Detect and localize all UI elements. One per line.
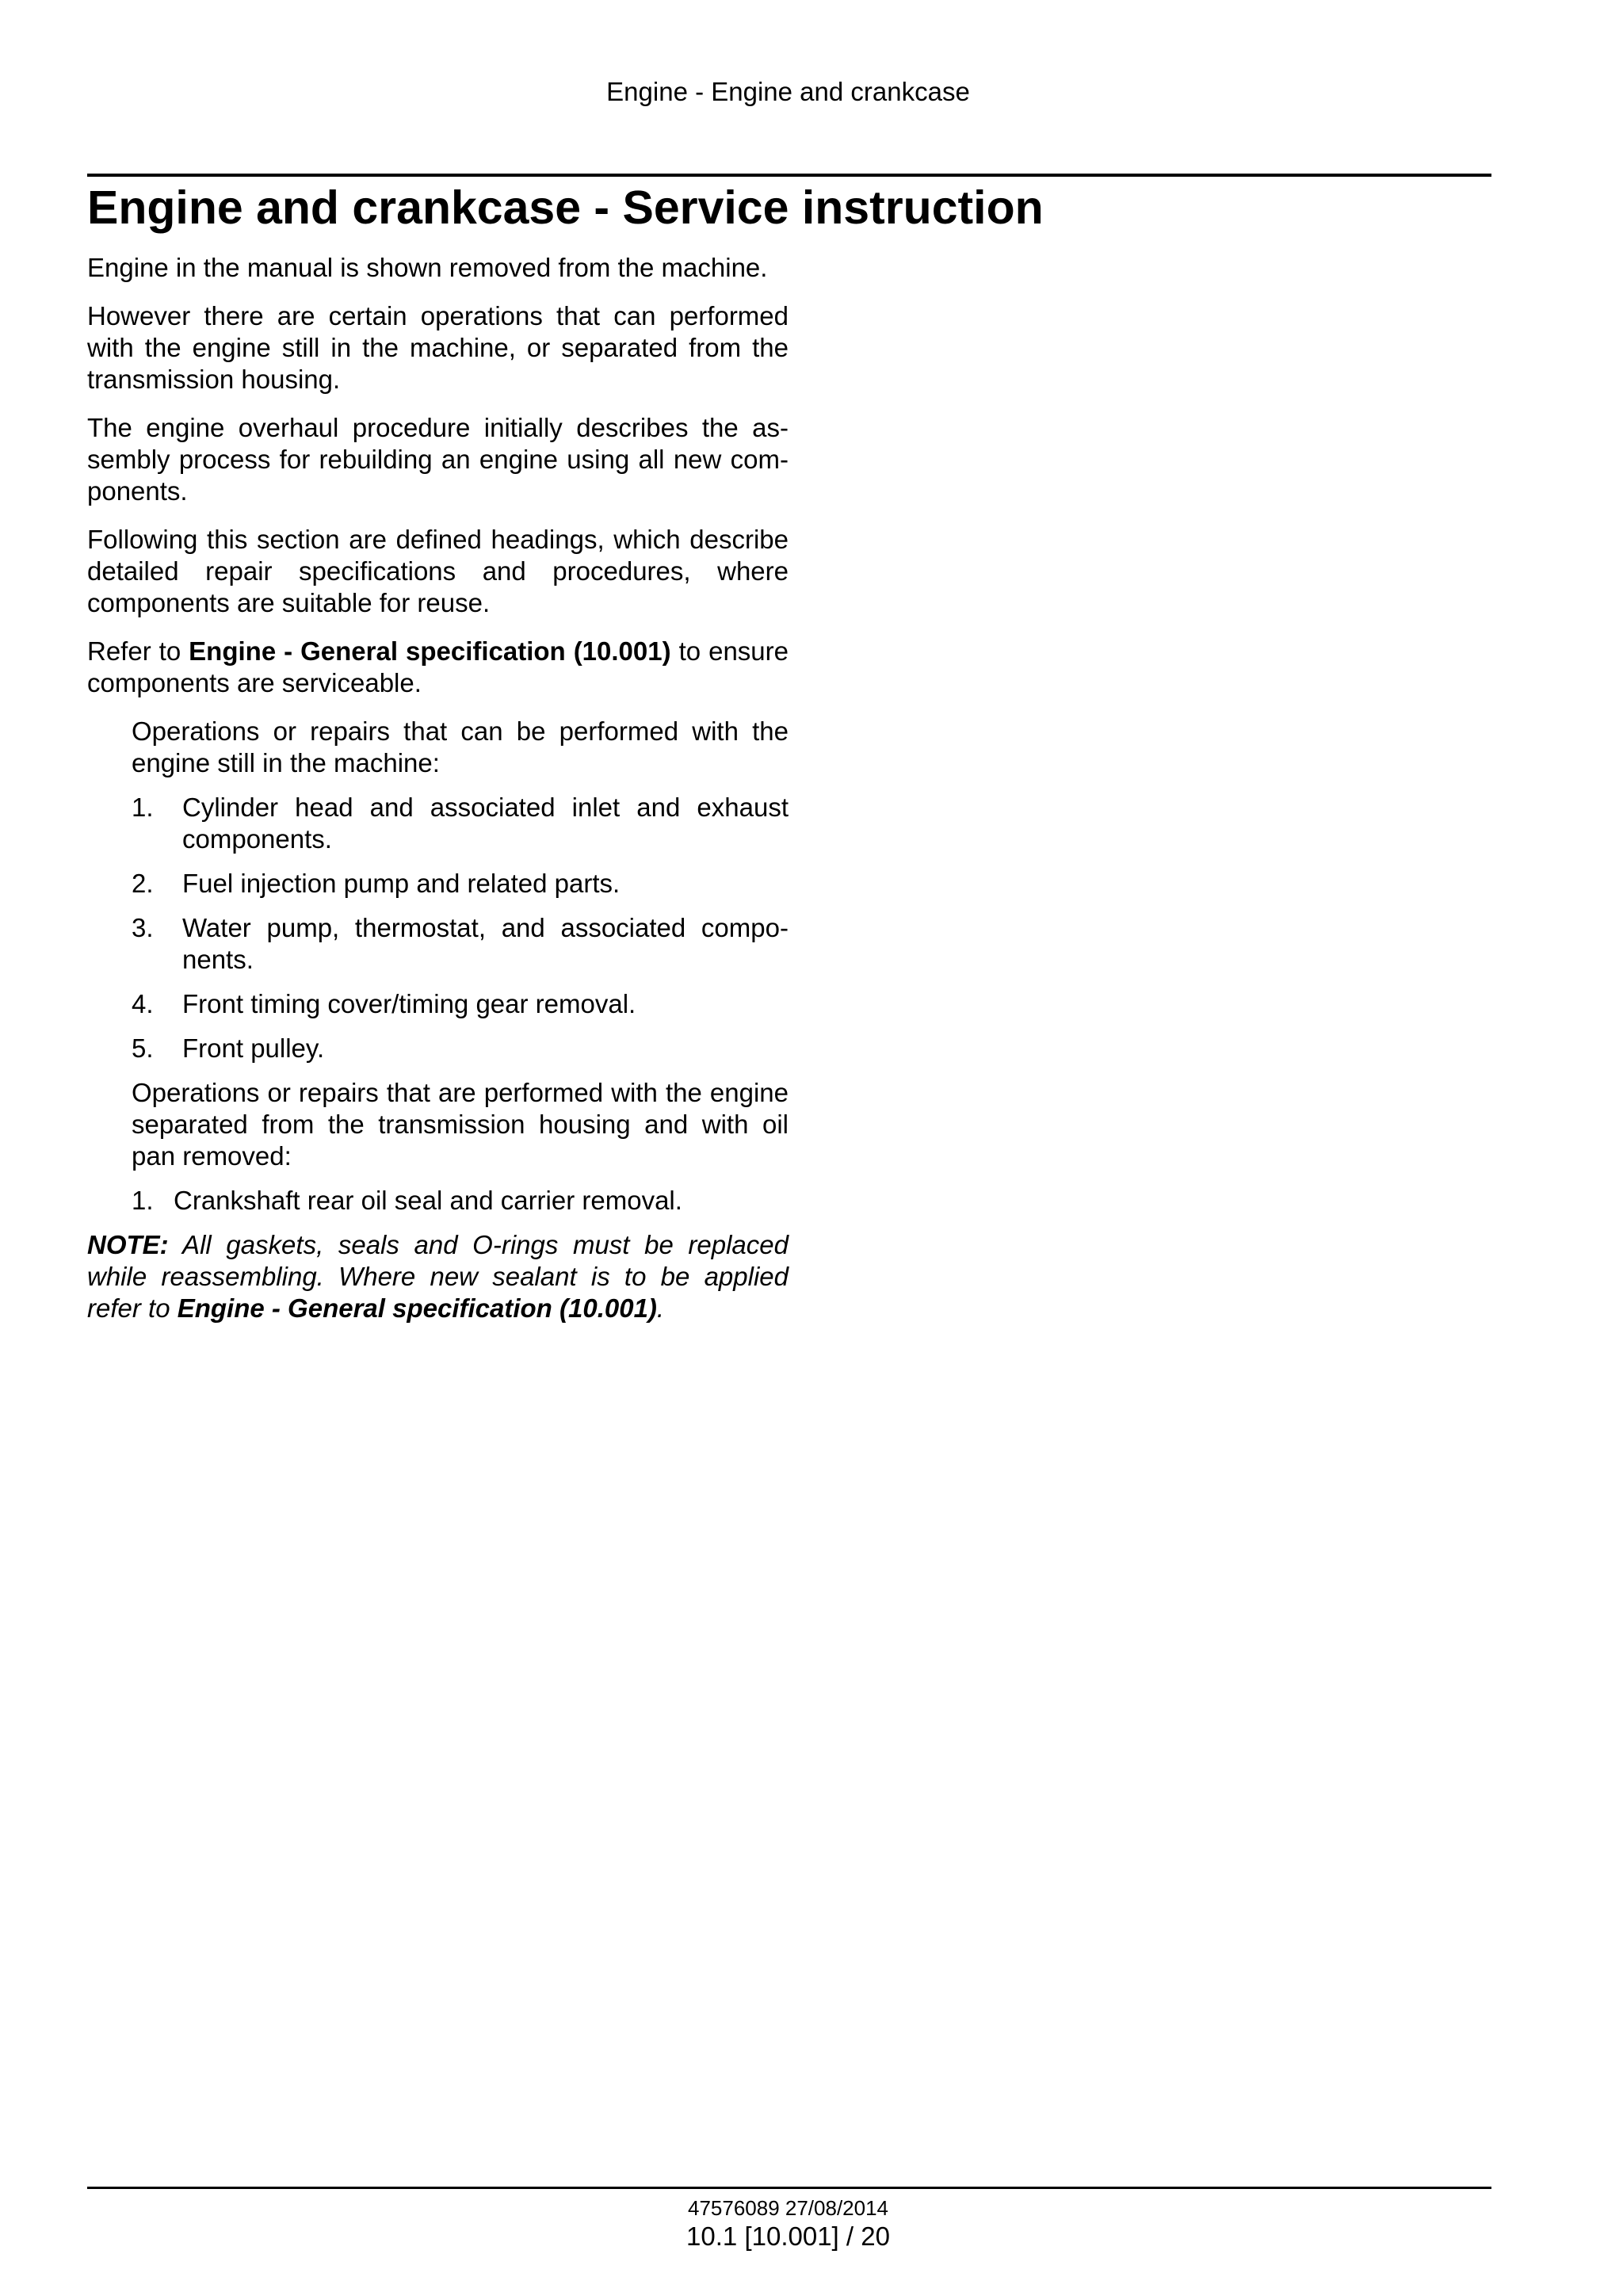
separated-list <box>132 1185 789 1217</box>
note-end: . <box>656 1293 665 1323</box>
list-item-text: Front timing cover/timing gear removal. <box>182 989 636 1018</box>
list-item <box>132 868 789 900</box>
header-rule <box>87 174 1491 177</box>
list-item-text: Crankshaft rear oil seal and carrier removal. <box>174 1186 682 1215</box>
footer-rule <box>87 2187 1491 2189</box>
list-item <box>132 988 789 1020</box>
note-paragraph <box>87 1229 789 1324</box>
note-label: NOTE: <box>87 1230 169 1259</box>
separated-intro: Operations or repairs that are performed with the engine separated from the transmission housing and with oil pan removed: <box>132 1078 789 1171</box>
list-item-number: 1. <box>132 793 154 822</box>
paragraph-1: Engine in the manual is shown removed from the machine. <box>87 253 768 282</box>
list-item-number: 4. <box>132 989 154 1018</box>
running-header: Engine - Engine and crankcase <box>606 77 970 106</box>
list-item <box>132 1185 789 1217</box>
list-item-number: 5. <box>132 1033 154 1063</box>
list-item <box>132 1033 789 1064</box>
paragraph-2: However there are certain operations that can performed with the engine still in the machine, or separated from the transmission housing. <box>87 301 789 394</box>
footer-page-number: 10.1 [10.001] / 20 <box>686 2222 890 2251</box>
paragraph-5-prefix: Refer to <box>87 636 189 666</box>
list-item-number: 3. <box>132 913 154 942</box>
list-item-text: Cylinder head and associated inlet and exhaust components. <box>182 793 789 854</box>
list-item <box>132 792 789 855</box>
list-item-number: 1. <box>132 1186 154 1215</box>
footer-doc-code: 47576089 27/08/2014 <box>687 2196 889 2220</box>
page-title: Engine and crankcase - Service instruction <box>87 181 1044 234</box>
document-body <box>87 252 789 1341</box>
spec-reference-link[interactable]: Engine - General specification (10.001) <box>189 636 671 666</box>
paragraph-5 <box>87 636 789 699</box>
list-item <box>132 912 789 976</box>
note-text: All gaskets, seals and O-rings must be replaced while reassembling. Where new sealant is to be applied refer to <box>87 1230 789 1323</box>
in-machine-section <box>132 716 789 1217</box>
in-machine-intro: Operations or repairs that can be performed with the engine still in the machine: <box>132 716 789 777</box>
list-item-text: Water pump, thermostat, and associated components. <box>182 913 789 974</box>
paragraph-3: The engine overhaul procedure initially describes the assembly process for rebuilding an engine using all new components. <box>87 413 789 506</box>
paragraph-5-suffix: to ensure components are serviceable. <box>87 636 789 697</box>
list-item-number: 2. <box>132 869 154 898</box>
note-spec-reference-link[interactable]: Engine - General specification (10.001) <box>177 1293 657 1323</box>
list-item-text: Front pulley. <box>182 1033 325 1063</box>
paragraph-4: Following this section are defined headings, which describe detailed repair specifications and procedures, where components are suitable for reuse. <box>87 525 789 617</box>
in-machine-list <box>132 792 789 1064</box>
list-item-text: Fuel injection pump and related parts. <box>182 869 621 898</box>
